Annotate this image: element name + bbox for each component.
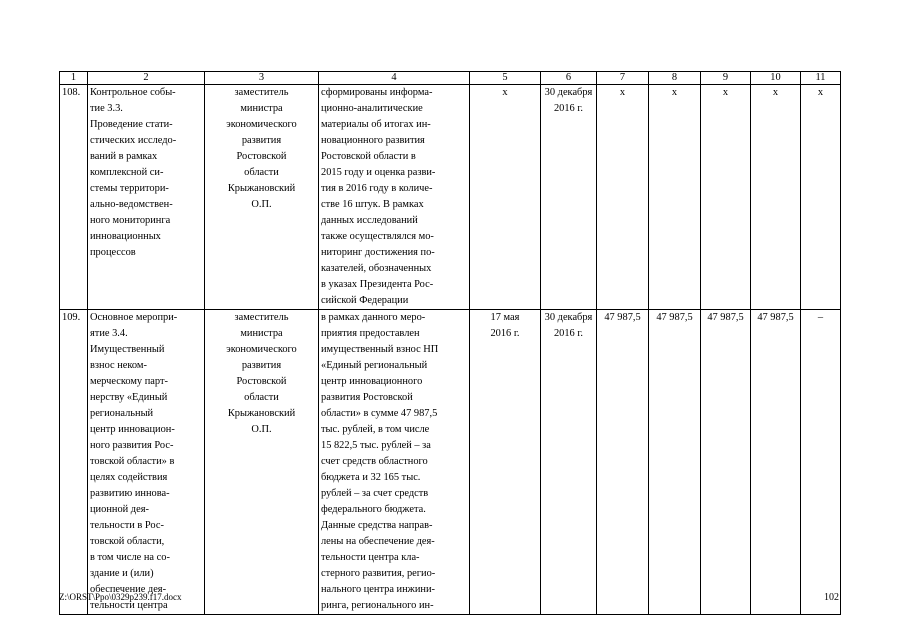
cell-line: сийской Федерации: [321, 295, 409, 306]
cell-line: товской области,: [90, 536, 165, 547]
cell-line: развития Ростовской: [321, 392, 413, 403]
report-table: [59, 71, 841, 615]
footer-file-path: Z:\ORST\Ppo\0329p239.f17.docx: [59, 592, 182, 602]
table-row: [60, 85, 841, 310]
cell-line: также осуществлялся мо-: [321, 231, 434, 242]
amount-cell: х: [649, 85, 701, 310]
cell-line: тие 3.3.: [90, 103, 123, 114]
cell-line: счет средств областного: [321, 456, 428, 467]
cell-line: 2016 г.: [553, 328, 584, 339]
column-number: 4: [319, 72, 470, 85]
cell-line: Ростовской: [236, 151, 287, 162]
cell-line: тыс. рублей, в том числе: [321, 424, 430, 435]
cell-line: Контрольное собы-: [90, 87, 176, 98]
column-number: 5: [470, 72, 541, 85]
cell-line: стемы территори-: [90, 183, 169, 194]
column-number: 11: [801, 72, 841, 85]
cell-line: комплексной си-: [90, 167, 164, 178]
column-number: 3: [205, 72, 319, 85]
cell-line: 15 822,5 тыс. рублей – за: [321, 440, 431, 451]
event-cell: [88, 310, 205, 615]
amount-cell: х: [701, 85, 751, 310]
amount-cell: 47 987,5: [751, 310, 801, 615]
end-date-cell: [541, 310, 597, 615]
cell-line: Имущественный: [90, 344, 165, 355]
row-number: 108.: [60, 85, 88, 310]
cell-line: в рамках данного меро-: [321, 312, 426, 323]
cell-line: 2015 году и оценка разви-: [321, 167, 436, 178]
cell-line: ринга, регионального ин-: [321, 600, 434, 611]
cell-line: развития: [241, 360, 282, 371]
cell-line: 17 мая: [490, 312, 520, 323]
cell-line: Основное меропри-: [90, 312, 178, 323]
cell-line: инновационных: [90, 231, 161, 242]
cell-line: мерческому парт-: [90, 376, 168, 387]
amount-cell: х: [597, 85, 649, 310]
table-row: [60, 310, 841, 615]
cell-line: рублей – за счет средств: [321, 488, 429, 499]
cell-line: 30 декабря: [544, 87, 593, 98]
cell-line: заместитель: [234, 312, 289, 323]
responsible-cell: [205, 85, 319, 310]
cell-line: О.П.: [251, 424, 272, 435]
cell-line: стве 16 штук. В рамках: [321, 199, 424, 210]
cell-line: развитию иннова-: [90, 488, 170, 499]
cell-line: министра: [240, 328, 283, 339]
cell-line: Крыжановский: [227, 183, 296, 194]
cell-line: экономического: [226, 119, 297, 130]
cell-line: стерного развития, регио-: [321, 568, 436, 579]
amount-cell: х: [801, 85, 841, 310]
cell-line: ционной дея-: [90, 504, 149, 515]
cell-line: области: [244, 167, 279, 178]
cell-line: О.П.: [251, 199, 272, 210]
responsible-cell: [205, 310, 319, 615]
cell-line: ятие 3.4.: [90, 328, 128, 339]
cell-line: развития: [241, 135, 282, 146]
cell-line: Крыжановский: [227, 408, 296, 419]
cell-line: взнос неком-: [90, 360, 147, 371]
cell-line: области» в сумме 47 987,5: [321, 408, 438, 419]
event-cell: [88, 85, 205, 310]
cell-line: лены на обеспечение дея-: [321, 536, 435, 547]
cell-line: федерального бюджета.: [321, 504, 426, 515]
cell-line: целях содействия: [90, 472, 168, 483]
column-number: 7: [597, 72, 649, 85]
cell-line: материалы об итогах ин-: [321, 119, 431, 130]
cell-line: заместитель: [234, 87, 289, 98]
column-number: 8: [649, 72, 701, 85]
result-cell: [319, 310, 470, 615]
column-number: 9: [701, 72, 751, 85]
cell-line: центр инновацион-: [90, 424, 175, 435]
start-date-cell: [470, 310, 541, 615]
cell-line: ного развития Рос-: [90, 440, 174, 451]
cell-line: Данные средства направ-: [321, 520, 433, 531]
cell-line: региональный: [90, 408, 154, 419]
cell-line: 2016 г.: [490, 328, 520, 339]
cell-line: в том числе на со-: [90, 552, 170, 563]
cell-line: тельности центра: [90, 600, 168, 611]
cell-line: центр инновационного: [321, 376, 423, 387]
cell-line: процессов: [90, 247, 136, 258]
amount-cell: 47 987,5: [701, 310, 751, 615]
row-number: 109.: [60, 310, 88, 615]
column-number-row: [60, 72, 841, 85]
cell-line: нального центра инжини-: [321, 584, 435, 595]
cell-line: приятия предоставлен: [321, 328, 420, 339]
column-number: 1: [60, 72, 88, 85]
cell-line: тельности в Рос-: [90, 520, 164, 531]
cell-line: области: [244, 392, 279, 403]
cell-line: стических исследо-: [90, 135, 177, 146]
cell-line: тия в 2016 году в количе-: [321, 183, 433, 194]
page-number: 102: [824, 592, 839, 603]
amount-cell: 47 987,5: [597, 310, 649, 615]
cell-line: здание и (или): [90, 568, 154, 579]
cell-line: казателей, обозначенных: [321, 263, 432, 274]
cell-line: обеспечение дея-: [90, 584, 167, 595]
column-number: 2: [88, 72, 205, 85]
cell-line: имущественный взнос НП: [321, 344, 439, 355]
cell-line: в указах Президента Рос-: [321, 279, 434, 290]
cell-line: министра: [240, 103, 283, 114]
cell-line: бюджета и 32 165 тыс.: [321, 472, 421, 483]
cell-line: Ростовской: [236, 376, 287, 387]
cell-line: сформированы информа-: [321, 87, 433, 98]
cell-line: Ростовской области в: [321, 151, 416, 162]
cell-line: ного мониторинга: [90, 215, 171, 226]
cell-line: данных исследований: [321, 215, 418, 226]
amount-cell: 47 987,5: [649, 310, 701, 615]
cell-line: ально-ведомствен-: [90, 199, 173, 210]
cell-line: х: [502, 87, 508, 98]
cell-line: товской области» в: [90, 456, 175, 467]
amount-cell: х: [751, 85, 801, 310]
column-number: 6: [541, 72, 597, 85]
cell-line: Проведение стати-: [90, 119, 173, 130]
cell-line: ниторинг достижения по-: [321, 247, 435, 258]
column-number: 10: [751, 72, 801, 85]
cell-line: 2016 г.: [553, 103, 584, 114]
cell-line: тельности центра кла-: [321, 552, 420, 563]
cell-line: ваний в рамках: [90, 151, 158, 162]
cell-line: новационного развития: [321, 135, 425, 146]
start-date-cell: [470, 85, 541, 310]
cell-line: «Единый региональный: [321, 360, 428, 371]
cell-line: ционно-аналитические: [321, 103, 423, 114]
amount-cell: –: [801, 310, 841, 615]
result-cell: [319, 85, 470, 310]
cell-line: 30 декабря: [544, 312, 593, 323]
cell-line: нерству «Единый: [90, 392, 168, 403]
end-date-cell: [541, 85, 597, 310]
cell-line: экономического: [226, 344, 297, 355]
